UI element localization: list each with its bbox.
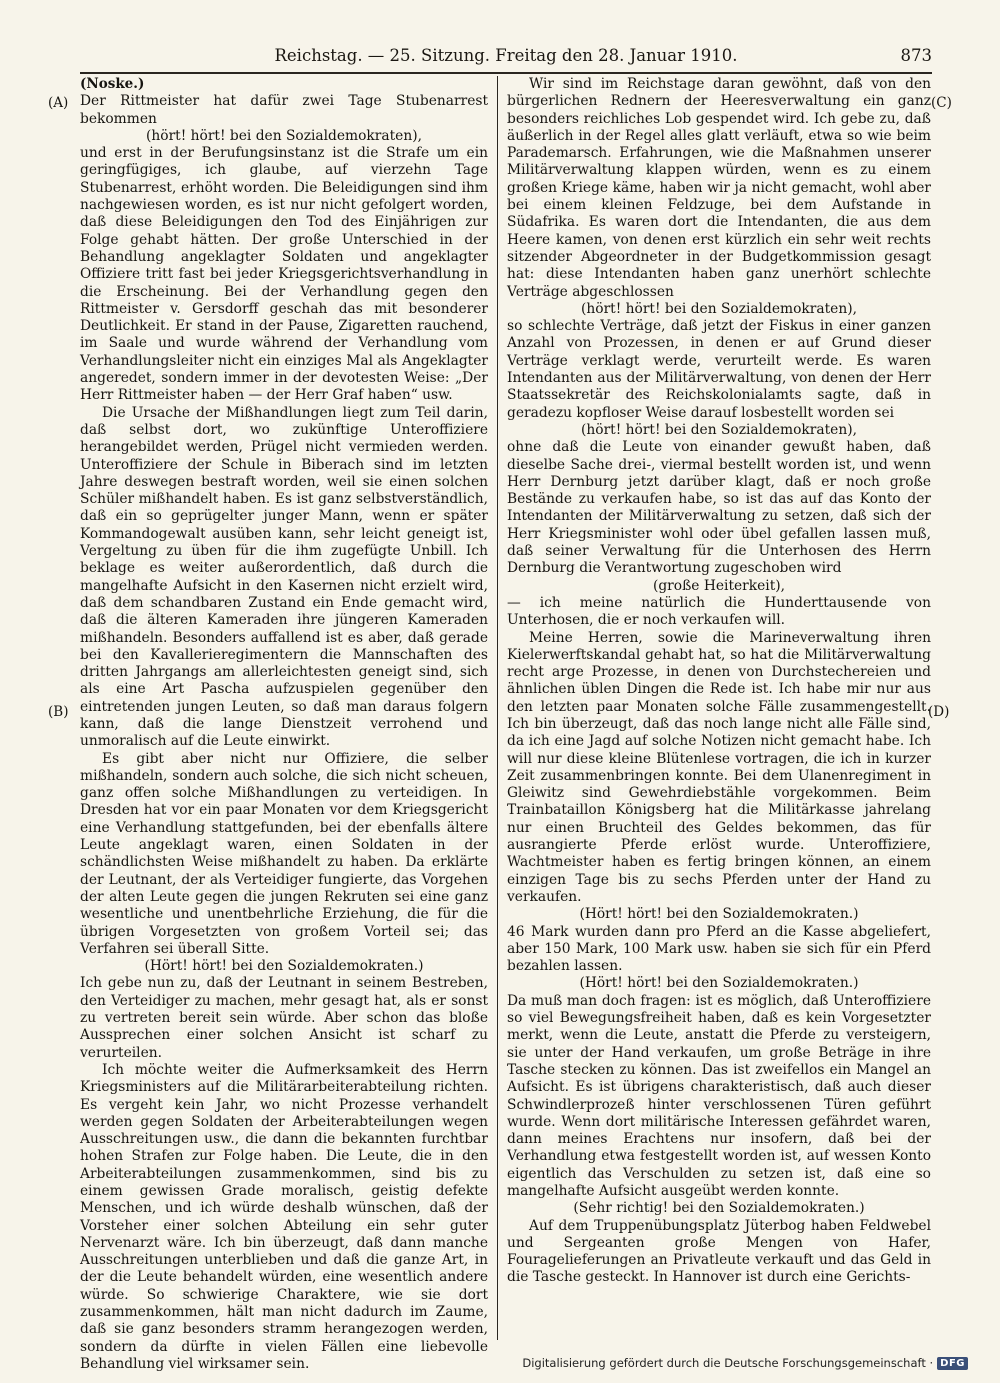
dfg-logo: DFG: [937, 1357, 968, 1370]
interjection: (hört! hört! bei den Sozialdemokraten),: [581, 421, 857, 438]
margin-marker-b: (B): [48, 704, 69, 720]
left-column: [80, 76, 488, 1373]
margin-marker-a: (A): [48, 95, 69, 111]
right-column: [507, 76, 931, 1287]
interjection: (hört! hört! bei den Sozialdemokraten),: [146, 127, 422, 144]
column-divider: [497, 76, 498, 1340]
paragraph: Es gibt aber nicht nur Offiziere, die selber mißhandeln, sondern auch solche, die sich nicht scheuen, ganz offen solche Mißhandlungen zu verteidigen. In Dresden hat vor ein paar Monaten vor dem Kriegsgericht eine Verhandlung stattgefunden, bei der ebenfalls ältere Leute angeklagt waren, einen Soldaten in der schändlichsten Weise mißhandelt zu haben. Da erklärte der Leutnant, der als Verteidiger fungierte, das Vorgehen der alten Leute gegen die jungen Rekruten sei eine ganz wesentliche und unentbehrliche Erziehung, die für die übrigen Vorgesetzten von großem Vorteil sei; das Verfahren sei überall Sitte.: [80, 750, 488, 957]
paragraph: Ich gebe nun zu, daß der Leutnant in seinem Bestreben, den Verteidiger zu machen, mehr gesagt hat, als er sonst zu vertreten bereit sein würde. Aber schon das bloße Aussprechen einer solchen Ansicht ist scharf zu verurteilen.: [80, 975, 488, 1061]
interjection: (große Heiterkeit),: [652, 577, 786, 594]
margin-marker-c: (C): [931, 95, 952, 111]
paragraph: Ich möchte weiter die Aufmerksamkeit des Herrn Kriegsministers auf die Militärarbeiterabteilung richten. Es vergeht kein Jahr, wo nicht Prozesse verhandelt werden gegen Soldaten der Arbeiterabteilungen wegen Ausschreitungen usw., die dann die bekannten furchtbar hohen Strafen zur Folge haben. Die Leute, die in den Arbeiterabteilungen zusammenkommen, sind bis zu einem gewissen Grade moralisch, geistig defekte Menschen, und ich würde deshalb wünschen, daß der Vorsteher einer solchen Abteilung ein sehr guter Nervenarzt wäre. Ich bin überzeugt, daß dann manche Ausschreitungen unterblieben und daß die ganze Art, in der die Leute behandelt würden, eine wesentlich andere würde. So schwierige Charaktere, wie sie dort zusammenkommen, hält man nicht dadurch im Zaume, daß sie ganz besonders stramm herangezogen werden, sondern da dürfte in vielen Fällen eine liebevolle Behandlung viel wirksamer sein.: [80, 1061, 488, 1372]
paragraph: ohne daß die Leute von einander gewußt haben, daß dieselbe Sache drei-, viermal bestellt worden ist, und wenn Herr Dernburg jetzt darüber klagt, daß er noch große Bestände zu verkaufen habe, so ist das auf das Konto der Intendanten der Militärverwaltung zu setzen, daß sich der Herr Kriegsminister wohl oder übel gefallen lassen muß, daß seiner Verwaltung für die Unterhosen des Herrn Dernburg die Verantwortung zugeschoben wird: [507, 439, 931, 577]
paragraph: so schlechte Verträge, daß jetzt der Fiskus in einer ganzen Anzahl von Prozessen, in denen er auf Grund dieser Verträge verklagt werde, verurteilt werde. Es waren Intendanten aus der Militärverwaltung, von denen der Herr Staatssekretär des Reichskolonialamts sagte, daß in geradezu kopfloser Weise darauf losbestellt worden sei: [507, 318, 931, 421]
paragraph: Da muß man doch fragen: ist es möglich, daß Unteroffiziere so viel Bewegungsfreiheit haben, daß es kein Vorgesetzter merkt, wenn die Leute, anstatt die Pferde zu versteigern, sie unter der Hand verkaufen, um große Beträge in ihre Tasche stecken zu können. Das ist zweifellos ein Mangel an Aufsicht. Es ist übrigens charakteristisch, daß auch dieser Schwindlerprozeß hinter verschlossenen Türen geführt wurde. Wenn dort militärische Interessen gefährdet waren, dann meines Erachtens nur insofern, daß bei der Verhandlung etwa festgestellt worden ist, auf wessen Konto eigentlich das Verschulden zu setzen ist, daß eine so mangelhafte Aufsicht ausgeübt werden konnte.: [507, 992, 931, 1199]
interjection: (hört! hört! bei den Sozialdemokraten),: [581, 300, 857, 317]
footer: [522, 1356, 968, 1370]
paragraph: Auf dem Truppenübungsplatz Jüterbog haben Feldwebel und Sergeanten große Mengen von Hafer, Fouragelieferungen an Privatleute verkauft und das Geld in die Tasche gesteckt. In Hannover ist durch eine Gerichts-: [507, 1217, 931, 1286]
speaker-name: (Noske.): [80, 76, 145, 92]
footer-credit: Digitalisierung gefördert durch die Deutsche Forschungsgemeinschaft ·: [522, 1356, 934, 1370]
header-title: Reichstag. — 25. Sitzung. Freitag den 28. Januar 1910.: [274, 46, 738, 65]
paragraph: und erst in der Berufungsinstanz ist die Strafe um ein geringfügiges, ich glaube, auf vierzehn Tage Stubenarrest, erhöht worden. Die Beleidigungen sind ihm nachgewiesen worden, es ist nur nicht gefolgert worden, daß diese Beleidigungen den Tod des Einjährigen zur Folge gehabt hätten. Der große Unterschied in der Behandlung angeklagter Soldaten und angeklagter Offiziere tritt fast bei jeder Kriegsgerichtsverhandlung in die Erscheinung. Bei der Verhandlung gegen den Rittmeister v. Gersdorff geschah das mit besonderer Deutlichkeit. Er stand in der Pause, Zigaretten rauchend, im Saale und wurde während der Verhandlung vom Verhandlungsleiter nicht ein einziges Mal als Angeklagter angeredet, sondern immer in der devotesten Weise: „Der Herr Rittmeister haben — der Herr Graf haben“ usw.: [80, 145, 488, 404]
interjection: (Hört! hört! bei den Sozialdemokraten.): [579, 975, 859, 992]
page-number: 873: [900, 46, 932, 65]
interjection: (Hört! hört! bei den Sozialdemokraten.): [144, 958, 424, 975]
paragraph: — ich meine natürlich die Hunderttausende von Unterhosen, die er noch verkaufen will.: [507, 594, 931, 629]
interjection: (Hört! hört! bei den Sozialdemokraten.): [579, 906, 859, 923]
interjection: (Sehr richtig! bei den Sozialdemokraten.): [573, 1200, 865, 1217]
paragraph: Der Rittmeister hat dafür zwei Tage Stubenarrest bekommen: [80, 93, 488, 127]
margin-marker-d: (D): [928, 704, 950, 720]
paragraph: 46 Mark wurden dann pro Pferd an die Kasse abgeliefert, aber 150 Mark, 100 Mark usw. haben sie sich für ein Pferd bezahlen lassen.: [507, 923, 931, 975]
paragraph: Wir sind im Reichstage daran gewöhnt, daß von den bürgerlichen Rednern der Heeresverwaltung ein ganz besonders reichliches Lob gespendet wird. Ich gebe zu, daß äußerlich in der Regel alles glatt verläuft, etwa so wie beim Parademarsch. Erfahrungen, wie die Maßnahmen unserer Militärverwaltung klappen würden, wenn es zu einem großen Kriege käme, haben wir ja nicht gemacht, wohl aber bei einem kleinen Feldzuge, bei dem Aufstande in Südafrika. Es waren dort die Intendanten, die aus dem Heere kamen, von denen erst kürzlich ein sehr weit rechts sitzender Abgeordneter in der Budgetkommission gesagt hat: diese Intendanten haben ganz unerhört schlechte Verträge abgeschlossen: [507, 76, 931, 300]
running-header: [80, 46, 932, 72]
paragraph: Meine Herren, sowie die Marineverwaltung ihren Kielerwerftskandal gehabt hat, so hat die Militärverwaltung recht arge Prozesse, in denen von Durchstechereien und ähnlichen üblen Dingen die Rede ist. Ich habe mir nur aus den letzten paar Monaten solche Fälle zusammengestellt. Ich bin überzeugt, daß das noch lange nicht alle Fälle sind, da ich eine Jagd auf solche Notizen nicht gemacht habe. Ich will nur diese kleine Blütenlese vortragen, die ich in kurzer Zeit zusammenbringen konnte. Bei dem Ulanenregiment in Gleiwitz sind Gewehrdiebstähle vorgekommen. Beim Trainbataillon Königsberg hat die Militärkasse jahrelang nur einen Bruchteil des Geldes bekommen, das für ausrangierte Pferde erlöst wurde. Unteroffiziere, Wachtmeister haben es fertig bringen können, an einem einzigen Tage bis zu sechs Pferden unter der Hand zu verkaufen.: [507, 629, 931, 905]
paragraph: Die Ursache der Mißhandlungen liegt zum Teil darin, daß selbst dort, wo zukünftige Unteroffiziere herangebildet werden, Prügel nicht vermieden werden. Unteroffiziere der Schule in Biberach sind im letzten Jahre deswegen bestraft worden, weil sie einen solchen Schüler mißhandelt haben. Es ist ganz selbstverständlich, daß ein so geprügelter junger Mann, wenn er später Kommandogewalt ausüben kann, sehr leicht geneigt ist, Vergeltung zu üben für die ihm zugefügte Unbill. Ich beklage es weiter außerordentlich, daß durch die mangelhafte Aufsicht in den Kasernen nicht erzielt wird, daß dem schandbaren Zustand ein Ende gemacht wird, daß die älteren Kameraden ihre jüngeren Kameraden mißhandeln. Besonders auffallend ist es aber, daß gerade bei den Kavallerieregimentern die Mannschaften des dritten Jahrgangs am allerleichtesten geneigt sind, sich als eine Art Pascha aufzuspielen gegenüber den eintretenden jungen Leuten, so daß man daraus folgern kann, daß die lange Dienstzeit verrohend und unmoralisch auf die Leute einwirkt.: [80, 404, 488, 750]
header-rule: [80, 72, 932, 74]
